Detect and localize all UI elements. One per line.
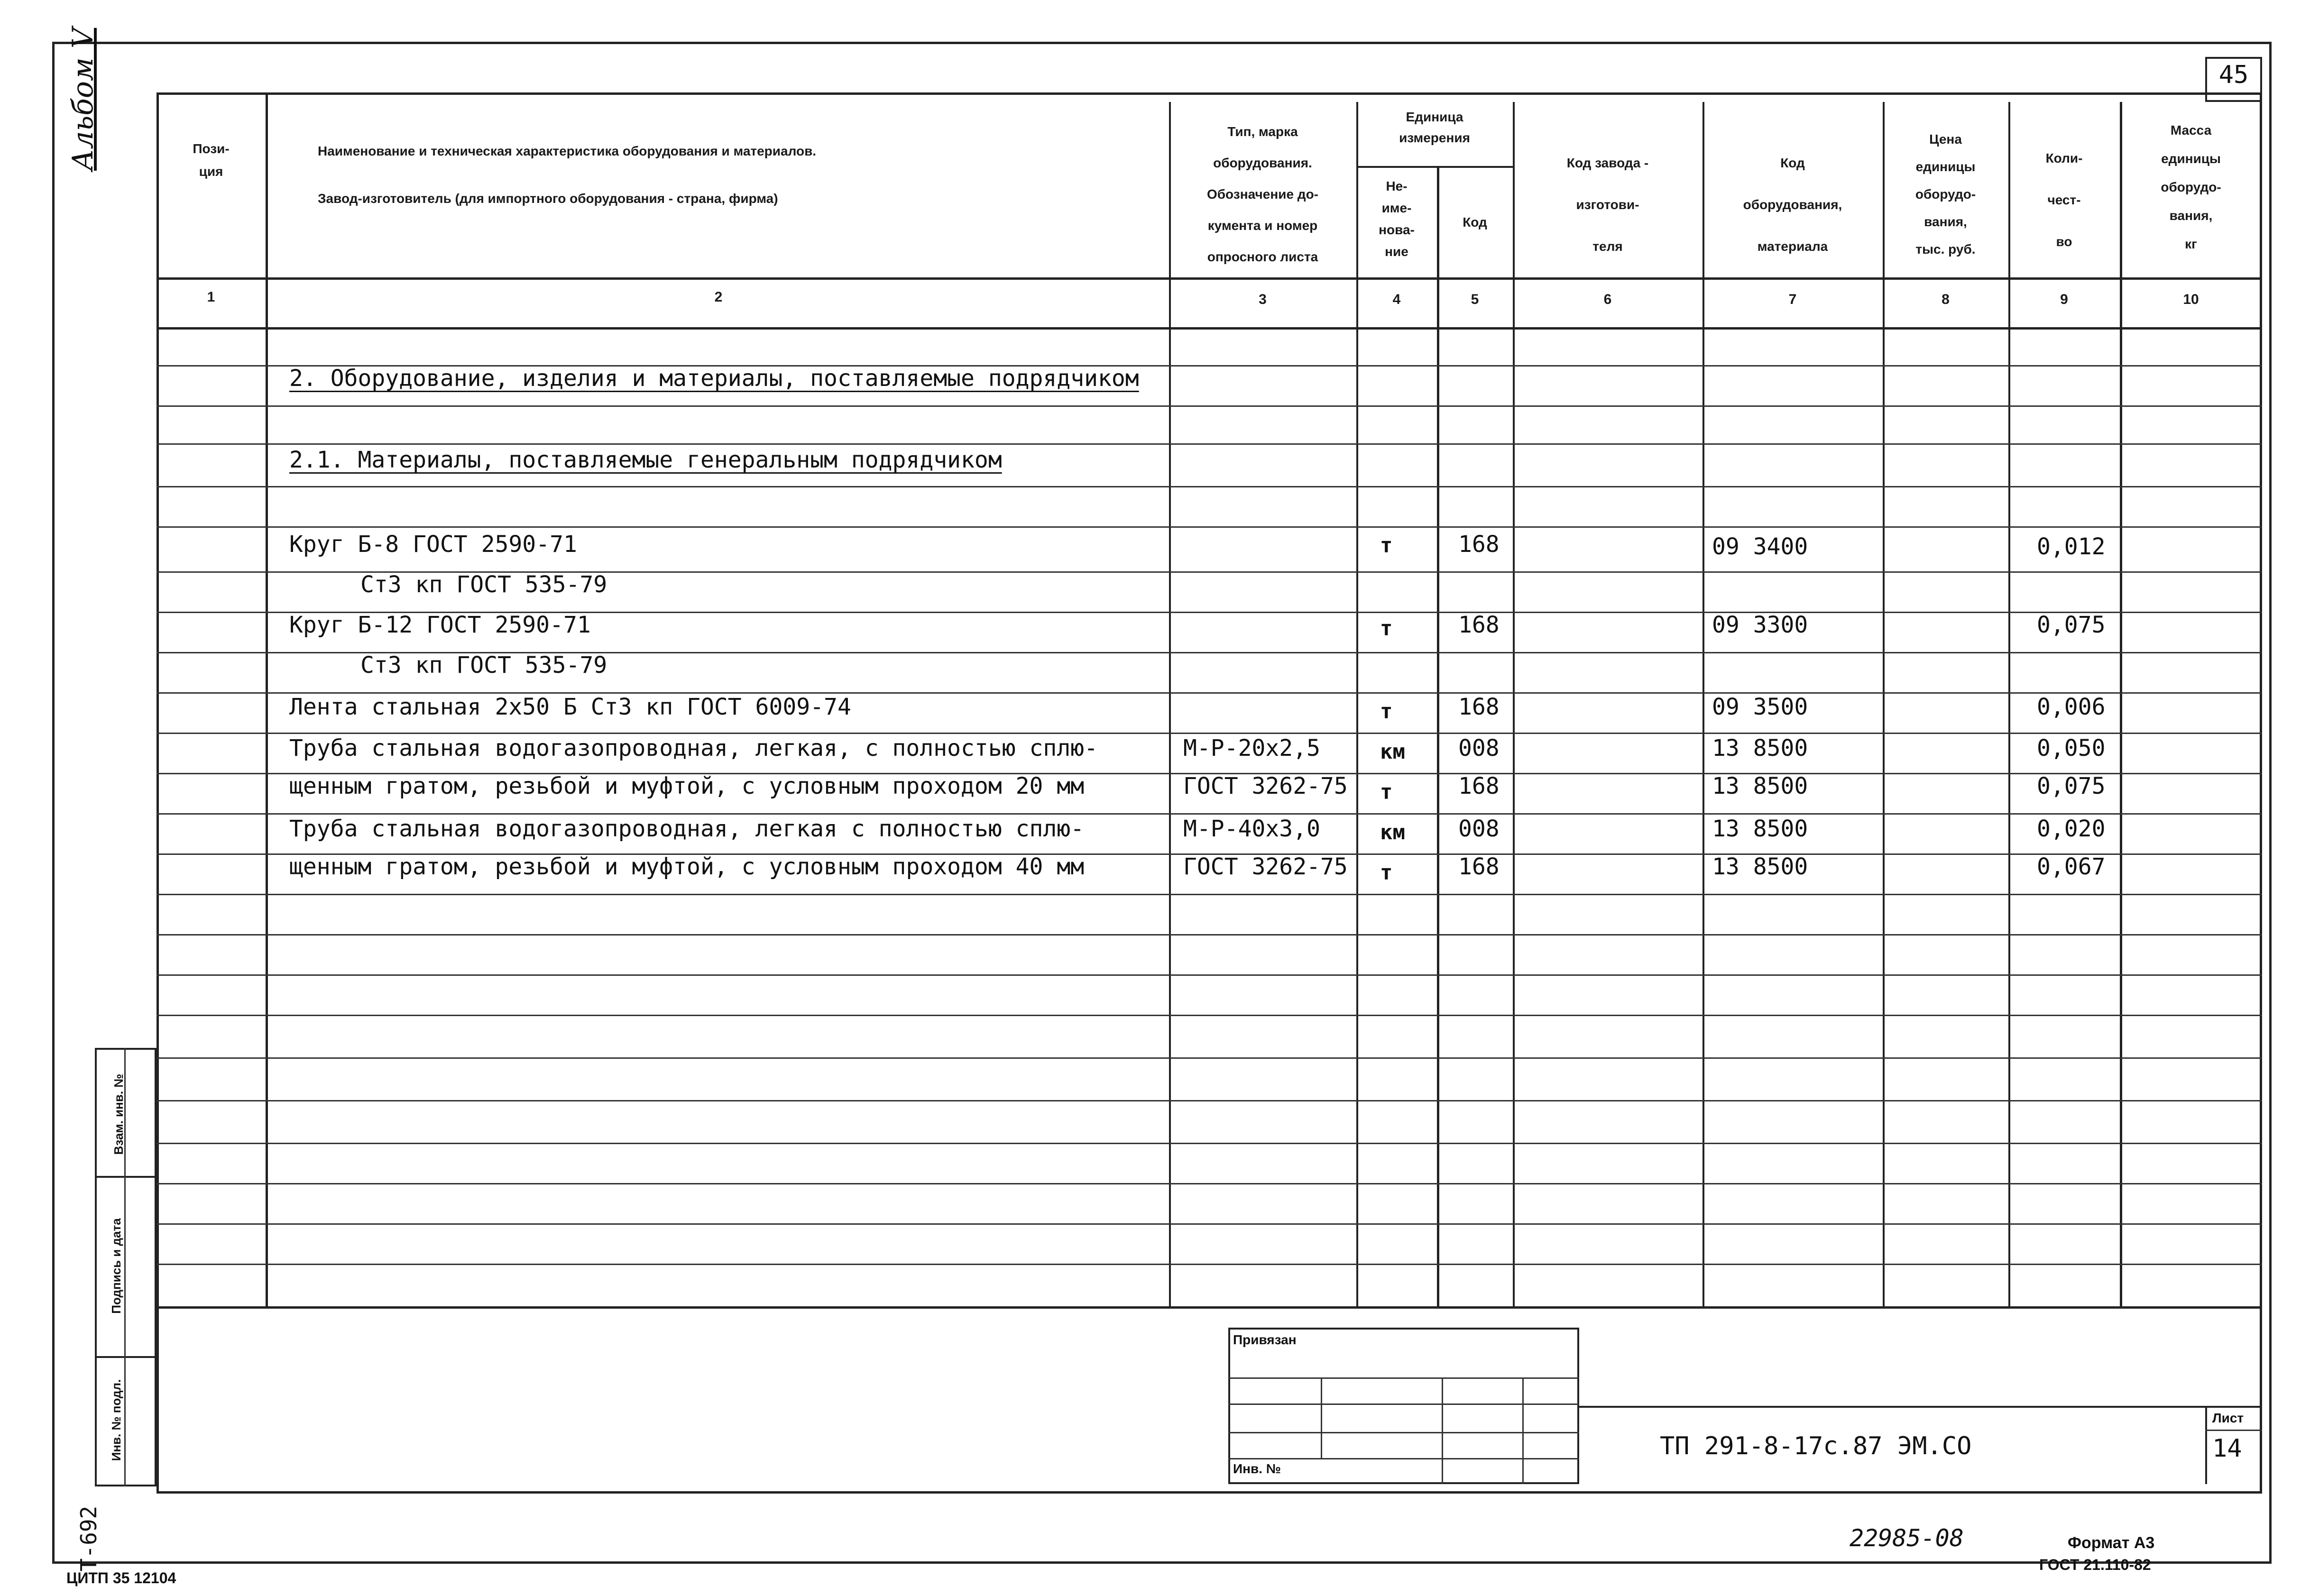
field-vzam-inv: Взам. инв. № — [111, 1073, 126, 1155]
row-6-name: Труба стальная водогазопроводная, легкая, с полностью сплю- — [289, 735, 1098, 761]
row-9-unit: т — [1380, 861, 1393, 885]
header-unit-group: Единица измерения — [1399, 110, 1470, 145]
colnum-4: 4 — [1392, 292, 1401, 307]
privyazan-label: Привязан — [1233, 1332, 1297, 1347]
row-1-unit: т — [1380, 533, 1393, 558]
order-number: 22985-08 — [1850, 1524, 1964, 1552]
row-6-qty: 0,050 — [2037, 735, 2106, 761]
row-3-material-code: 09 3300 — [1712, 612, 1808, 638]
gost-label: ГОСТ 21.110-82 — [2039, 1556, 2151, 1573]
header-unit-code: Код — [1463, 215, 1487, 229]
row-7-type: ГОСТ 3262-75 — [1183, 773, 1348, 799]
row-5-material-code: 09 3500 — [1712, 694, 1808, 720]
title-block — [156, 1306, 2262, 1494]
row-1-code: 168 — [1458, 531, 1500, 558]
row-1-material-code: 09 3400 — [1712, 533, 1808, 560]
sheet-label: Лист — [2212, 1411, 2244, 1425]
field-inv-podl: Инв. № подл. — [109, 1379, 123, 1461]
row-9-qty: 0,067 — [2037, 853, 2106, 880]
bottom-left-code: ЦИТП 35 12104 — [66, 1569, 176, 1587]
header-name-line1: Наименование и техническая характеристика оборудования и материалов. — [318, 144, 817, 158]
header-quantity: Коли- чест- во — [2045, 151, 2083, 249]
colnum-9: 9 — [2060, 292, 2068, 307]
colnum-1: 1 — [207, 289, 215, 305]
header-mass: Масса единицы оборудо- вания, кг — [2161, 123, 2221, 251]
row-8-unit: км — [1380, 820, 1405, 844]
subsection-title: 2.1. Материалы, поставляемые генеральным подрядчиком — [289, 447, 1002, 473]
header-material-code: Код оборудования, материала — [1743, 156, 1842, 254]
colnum-3: 3 — [1259, 292, 1267, 307]
row-5-code: 168 — [1458, 694, 1500, 720]
row-7-qty: 0,075 — [2037, 773, 2106, 799]
row-6-material-code: 13 8500 — [1712, 735, 1808, 761]
row-2-name: Ст3 кп ГОСТ 535-79 — [360, 571, 607, 598]
row-8-code: 008 — [1458, 816, 1500, 842]
colnum-2: 2 — [714, 289, 723, 305]
colnum-5: 5 — [1471, 292, 1479, 307]
row-7-unit: т — [1380, 780, 1393, 804]
row-8-qty: 0,020 — [2037, 816, 2106, 842]
format-label: Формат А3 — [2068, 1534, 2155, 1552]
row-5-unit: т — [1380, 699, 1393, 724]
row-3-unit: т — [1380, 616, 1393, 641]
row-9-type: ГОСТ 3262-75 — [1183, 853, 1348, 880]
document-code: ТП 291-8-17с.87 ЭМ.СО — [1660, 1432, 1972, 1460]
colnum-10: 10 — [2183, 292, 2199, 307]
row-9-code: 168 — [1458, 853, 1500, 880]
colnum-6: 6 — [1603, 292, 1612, 307]
album-label-text: Альбом V — [66, 28, 100, 171]
header-position: Пози- ция — [193, 141, 230, 179]
row-1-qty: 0,012 — [2037, 533, 2106, 560]
row-6-unit: км — [1380, 740, 1405, 764]
album-label — [66, 19, 104, 171]
row-6-type: М-Р-20х2,5 — [1183, 735, 1320, 761]
row-6-code: 008 — [1458, 735, 1500, 761]
row-8-name: Труба стальная водогазопроводная, легкая с полностью сплю- — [289, 816, 1085, 842]
row-5-name: Лента стальная 2х50 Б Ст3 кп ГОСТ 6009-74 — [289, 694, 851, 720]
row-8-material-code: 13 8500 — [1712, 816, 1808, 842]
sheet-value: 14 — [2212, 1434, 2242, 1463]
row-7-name: щенным гратом, резьбой и муфтой, с условным проходом 20 мм — [289, 773, 1085, 799]
header-name-line2: Завод-изготовитель (для импортного оборудования - страна, фирма) — [318, 191, 778, 206]
field-podpis-data: Подпись и дата — [109, 1218, 123, 1314]
row-4-name: Ст3 кп ГОСТ 535-79 — [360, 652, 607, 679]
row-3-code: 168 — [1458, 612, 1500, 638]
row-7-code: 168 — [1458, 773, 1500, 799]
colnum-7: 7 — [1788, 292, 1797, 307]
section-title: 2. Оборудование, изделия и материалы, поставляемые подрядчиком — [289, 365, 1139, 392]
row-9-name: щенным гратом, резьбой и муфтой, с условным проходом 40 мм — [289, 853, 1085, 880]
row-3-name: Круг Б-12 ГОСТ 2590-71 — [289, 612, 591, 638]
header-price: Цена единицы оборудо- вания, тыс. руб. — [1915, 132, 1976, 257]
row-8-type: М-Р-40х3,0 — [1183, 816, 1320, 842]
privyazan-box — [1228, 1328, 1579, 1484]
colnum-8: 8 — [1942, 292, 1950, 307]
header-unit-name: Не- име- нова- ние — [1379, 179, 1415, 259]
header-manufacturer-code: Код завода - изготови- теля — [1566, 156, 1649, 254]
row-1-name: Круг Б-8 ГОСТ 2590-71 — [289, 531, 577, 558]
row-7-material-code: 13 8500 — [1712, 773, 1808, 799]
row-3-qty: 0,075 — [2037, 612, 2106, 638]
row-9-material-code: 13 8500 — [1712, 853, 1808, 880]
inv-no-label: Инв. № — [1233, 1461, 1281, 1476]
corner-sheet-number: 45 — [2218, 61, 2249, 89]
row-5-qty: 0,006 — [2037, 694, 2106, 720]
header-type: Тип, марка оборудования. Обозначение до- кумента и номер опросного листа — [1206, 124, 1319, 264]
left-code: Т-692 — [76, 1505, 101, 1572]
